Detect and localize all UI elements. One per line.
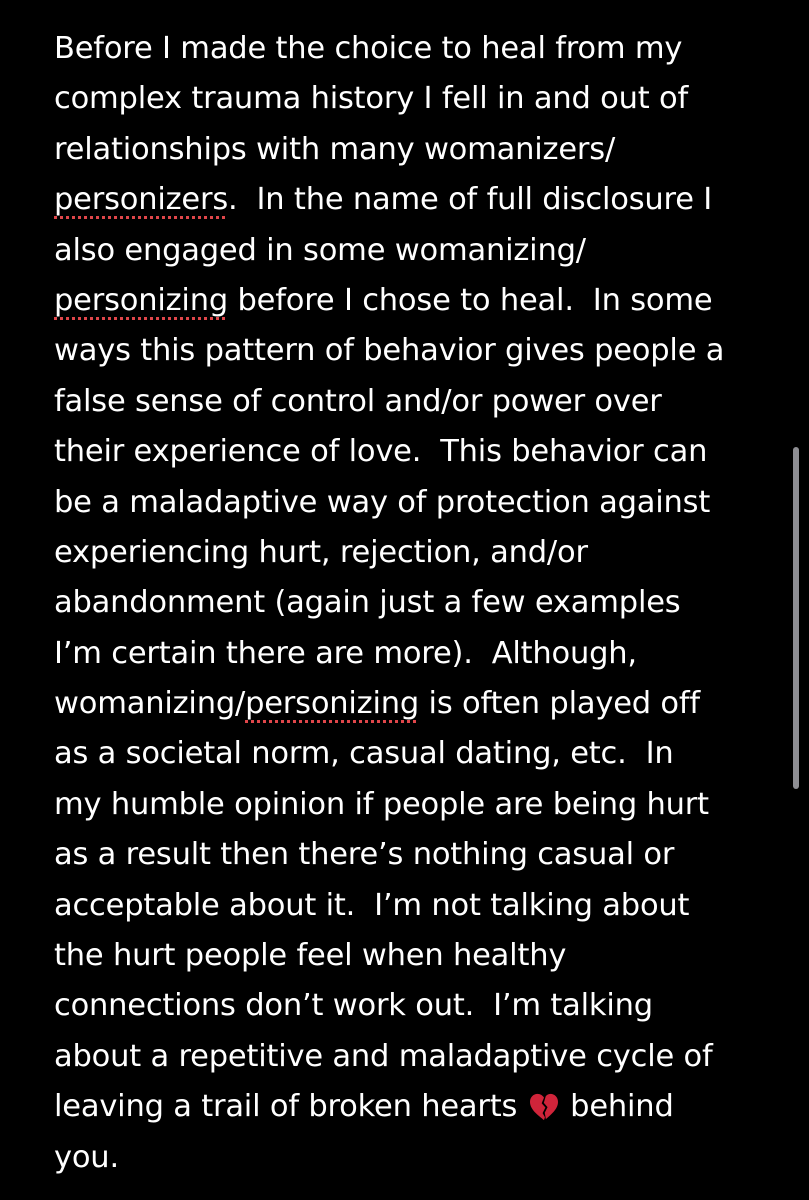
note-line <box>54 1082 774 1132</box>
note-line <box>54 679 774 729</box>
note-line: I’m certain there are more). Although, <box>54 635 637 671</box>
note-line: as a societal norm, casual dating, etc. In <box>54 736 674 772</box>
note-line: ways this pattern of behavior gives people a <box>54 333 725 369</box>
note-line-text: leaving a trail of broken hearts <box>54 1089 527 1125</box>
note-line <box>54 175 774 225</box>
misspelled-word[interactable]: personizing <box>54 282 228 318</box>
note-line-text: before I chose to heal. In some <box>228 282 713 318</box>
note-line-text: behind <box>560 1089 674 1125</box>
note-line: the hurt people feel when healthy <box>54 938 567 974</box>
note-line-text: . In the name of full disclosure I <box>228 182 713 218</box>
note-line <box>54 276 774 326</box>
note-line-text: womanizing/ <box>54 686 246 722</box>
note-line: false sense of control and/or power over <box>54 383 662 419</box>
note-line: also engaged in some womanizing/ <box>54 232 586 268</box>
broken-heart-icon <box>529 1093 559 1121</box>
note-line: you. <box>54 1139 119 1175</box>
note-line: complex trauma history I fell in and out of <box>54 81 689 117</box>
note-line: acceptable about it. I’m not talking about <box>54 887 690 923</box>
note-line: about a repetitive and maladaptive cycle of <box>54 1038 713 1074</box>
note-text-body[interactable] <box>54 24 774 1183</box>
note-line-text: is often played off <box>419 686 700 722</box>
note-line: be a maladaptive way of protection against <box>54 484 711 520</box>
note-line: my humble opinion if people are being hurt <box>54 786 709 822</box>
note-line: experiencing hurt, rejection, and/or <box>54 534 588 570</box>
note-line: their experience of love. This behavior can <box>54 434 708 470</box>
note-line: Before I made the choice to heal from my <box>54 31 683 66</box>
note-line: connections don’t work out. I’m talking <box>54 988 653 1024</box>
note-line: as a result then there’s nothing casual or <box>54 837 675 873</box>
misspelled-word[interactable]: personizers <box>54 182 229 218</box>
note-line: abandonment (again just a few examples <box>54 585 681 621</box>
note-line: relationships with many womanizers/ <box>54 131 616 167</box>
misspelled-word[interactable]: personizing <box>245 686 420 722</box>
vertical-scrollbar[interactable] <box>793 447 799 789</box>
